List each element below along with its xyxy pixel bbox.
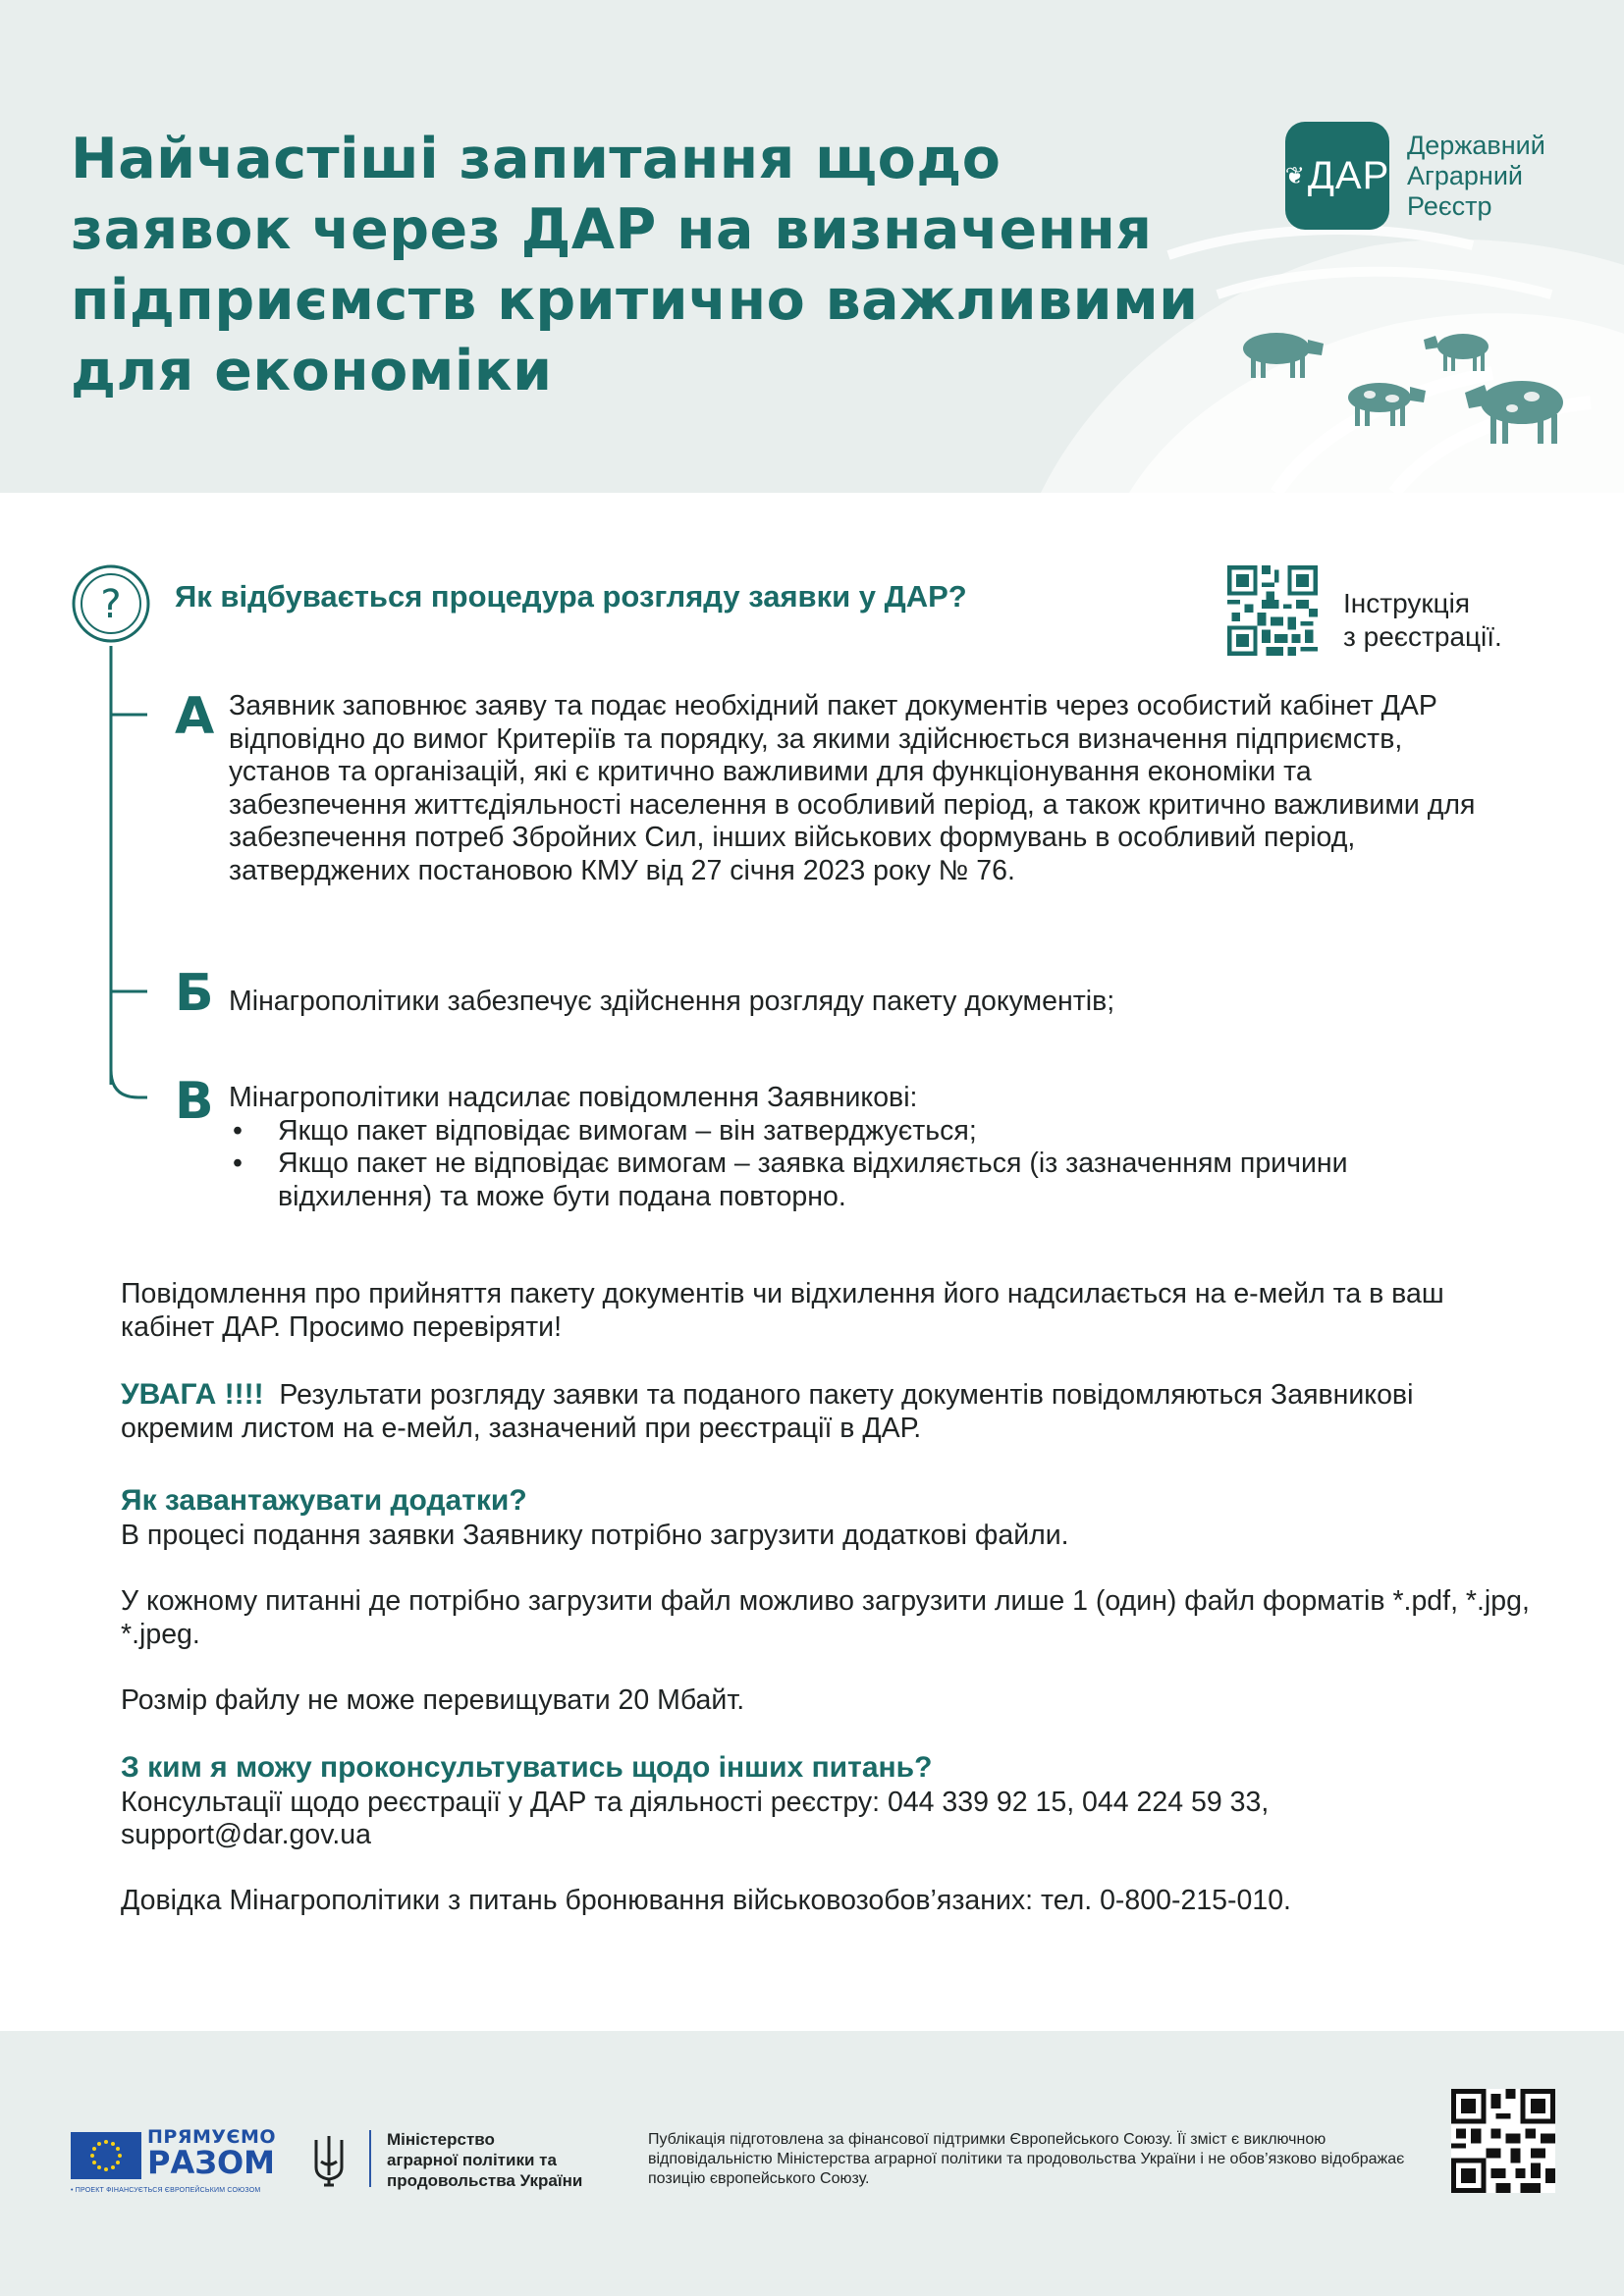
contacts-heading: З ким я можу проконсультуватись щодо інших питань? <box>121 1751 933 1784</box>
step-a-text: Заявник заповнює заяву та подає необхідний пакет документів через особистий кабінет ДАР відповідно до вимог Критеріїв та порядку, за якими здійснюється визначення підприємств, установ та організацій, які є критично важливими для функціонування економіки та забезпечення життєдіяльності населення в особливий період, а також критично важливими для забезпечення потреб Збройних Сил, інших військових формувань в особливий період, затверджених постановою КМУ від 27 січня 2023 року № 76. <box>229 690 1476 886</box>
dar-logo-mark-text: ДАР <box>1307 153 1390 197</box>
svg-text:?: ? <box>100 582 122 627</box>
dar-logo-mark <box>1285 122 1389 230</box>
warning-label: УВАГА !!!! <box>121 1378 264 1411</box>
cow-icon <box>1243 333 1324 378</box>
logo-line: Державний <box>1407 130 1545 160</box>
razom-line2: РАЗОМ <box>147 2144 275 2181</box>
contacts-line1: Консультації щодо реєстрації у ДАР та діяльності реєстру: 044 339 92 15, 044 224 59 33, <box>121 1787 1270 1818</box>
logo-line: Аграрний <box>1407 160 1523 190</box>
razom-line1: ПРЯМУЄМО <box>147 2126 277 2148</box>
bullet-item: • Якщо пакет не відповідає вимогам – заявка відхиляється (із зазначенням причини відхилення) та може бути подана повторно. <box>229 1148 1495 1213</box>
ministry-line: продовольства України <box>387 2171 583 2190</box>
contacts-email[interactable]: support@dar.gov.ua <box>121 1819 371 1850</box>
page-title: Найчастіші запитання щодо заявок через ДАР на визначення підприємств критично важливими для економіки <box>71 127 1199 403</box>
qr-caption <box>1343 587 1502 654</box>
eu-funding-note: • ПРОЕКТ ФІНАНСУЄТЬСЯ ЄВРОПЕЙСЬКИМ СОЮЗОМ <box>71 2187 261 2194</box>
dar-logo <box>1285 122 1545 230</box>
dar-logo-text <box>1407 131 1545 222</box>
cow-icon <box>1424 334 1489 371</box>
eu-flag-icon <box>71 2132 141 2179</box>
ministry-line: Міністерство <box>387 2130 495 2149</box>
step-c-text <box>229 1082 1495 1213</box>
qr-code-instruction[interactable] <box>1227 565 1318 656</box>
attachments-heading: Як завантажувати додатки? <box>121 1484 527 1517</box>
contacts-line2: Довідка Мінагрополітики з питань бронювання військовозобов’язаних: тел. 0-800-215-010. <box>121 1885 1291 1916</box>
ministry-logo-text <box>387 2129 582 2191</box>
attachments-p3: Розмір файлу не може перевищувати 20 Мбайт. <box>121 1684 745 1716</box>
step-c-letter: В <box>175 1072 214 1131</box>
warning-block <box>121 1378 1515 1445</box>
step-b-text: Мінагрополітики забезпечує здійснення розгляду пакету документів; <box>229 986 1115 1017</box>
step-c-bullets <box>229 1115 1495 1214</box>
step-c-intro: Мінагрополітики надсилає повідомлення Заявникові: <box>229 1082 918 1113</box>
logo-line: Реєстр <box>1407 190 1492 221</box>
warning-text: Результати розгляду заявки та поданого пакету документів повідомляються Заявникові окремим листом на е-мейл, зазначений при реєстрації в ДАР. <box>121 1379 1414 1444</box>
wheat-icon: ❦ <box>1284 162 1306 189</box>
qr-caption-line: Інструкція <box>1343 588 1470 618</box>
trident-icon <box>310 2132 348 2189</box>
ministry-line: аграрної політики та <box>387 2151 557 2169</box>
cows-illustration <box>1218 314 1591 461</box>
cow-icon <box>1348 383 1426 426</box>
cow-icon <box>1465 381 1563 444</box>
eu-disclaimer: Публікація підготовлена за фінансової підтримки Європейського Союзу. Її зміст є виключною відповідальністю Міністерства аграрної політики та продовольства України і не обов’язково відображає позицію європейського Союзу. <box>648 2131 1405 2187</box>
step-b-letter: Б <box>175 964 214 1023</box>
procedure-heading: Як відбувається процедура розгляду заявки у ДАР? <box>175 579 967 614</box>
ministry-divider <box>369 2130 371 2187</box>
attachments-p2: У кожному питанні де потрібно загрузити файл можливо загрузити лише 1 (один) файл форматів *.pdf, *.jpg, *.jpeg. <box>121 1585 1530 1650</box>
header-banner <box>0 0 1624 493</box>
step-a-letter: А <box>175 687 215 746</box>
qr-code-footer[interactable] <box>1451 2089 1555 2193</box>
eu-stars-icon <box>71 2132 141 2179</box>
razom-logo <box>147 2126 277 2181</box>
procedure-timeline <box>0 0 196 1119</box>
attachments-p1: В процесі подання заявки Заявнику потрібно загрузити додаткові файли. <box>121 1520 1069 1551</box>
notice-text: Повідомлення про прийняття пакету документів чи відхилення його надсилається на е-мейл та в ваш кабінет ДАР. Просимо перевіряти! <box>121 1278 1444 1343</box>
qr-caption-line: з реєстрації. <box>1343 621 1502 652</box>
bullet-item: • Якщо пакет відповідає вимогам – він затверджується; <box>229 1115 1495 1148</box>
